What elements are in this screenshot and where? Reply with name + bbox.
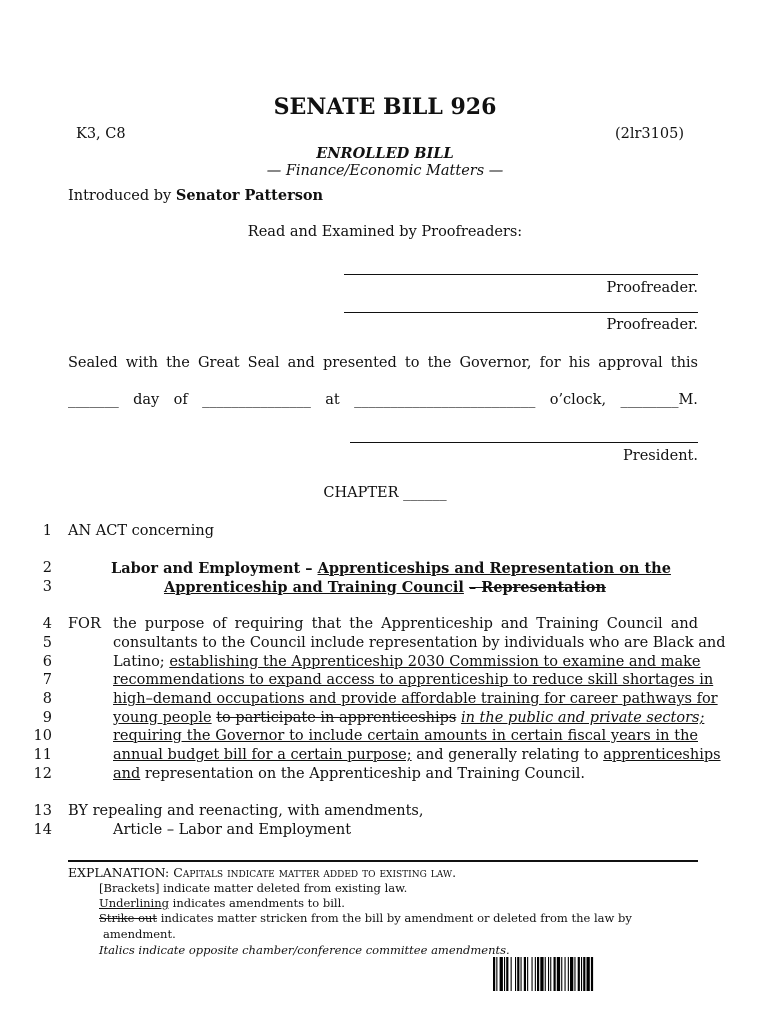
barcode-bar bbox=[591, 957, 593, 991]
proofreader-label-2: Proofreader. bbox=[606, 317, 698, 333]
strike-rest: indicates matter stricken from the bill by amendment or deleted from the law by bbox=[160, 911, 632, 925]
line-number: 8 bbox=[42, 691, 52, 707]
of-blank: _______________ bbox=[202, 392, 311, 408]
purpose-line-10: requiring the Governor to include certain amounts in certain fiscal years in the bbox=[113, 728, 698, 744]
l11-plain: and generally relating to bbox=[416, 747, 599, 763]
bill-title: SENATE BILL 926 bbox=[273, 94, 497, 120]
l9-italic: in the public and private sectors; bbox=[460, 710, 705, 726]
introduced-prefix: Introduced by bbox=[68, 188, 172, 204]
president-signature-line bbox=[350, 442, 698, 443]
line-number: 12 bbox=[33, 766, 52, 782]
sponsor-name: Senator Patterson bbox=[175, 187, 324, 204]
explanation-divider bbox=[68, 860, 698, 862]
purpose-line-4: the purpose of requiring that the Apprenticeship and Training Council and bbox=[113, 616, 698, 632]
act-title-plain: Labor and Employment – bbox=[111, 560, 313, 577]
sealed-blanks bbox=[68, 392, 698, 408]
article-reference: Article – Labor and Employment bbox=[113, 822, 352, 838]
underlining-word: Underlining bbox=[99, 896, 169, 910]
barcode-bar bbox=[517, 957, 519, 991]
barcode-bar bbox=[557, 957, 560, 991]
enrolled-label: ENROLLED BILL bbox=[316, 145, 454, 162]
at-word: at bbox=[325, 392, 340, 408]
barcode-bar bbox=[540, 957, 543, 991]
barcode-bar bbox=[545, 957, 546, 991]
bill-codes: K3, C8 bbox=[76, 126, 126, 142]
act-title-underlined: Apprenticeships and Representation on the bbox=[317, 560, 671, 577]
barcode-bar bbox=[537, 957, 539, 991]
line-number: 13 bbox=[33, 803, 52, 819]
m-blank: ________ bbox=[620, 392, 679, 408]
m-word: M. bbox=[678, 392, 698, 408]
l6-underlined: establishing the Apprenticeship 2030 Commission to examine and make bbox=[169, 654, 701, 670]
barcode-bar bbox=[568, 957, 569, 991]
explanation-label: EXPLANATION: bbox=[68, 865, 170, 880]
day-blank: _______ bbox=[68, 392, 119, 408]
barcode-bar bbox=[554, 957, 556, 991]
by-repealing: BY repealing and reenacting, with amendments, bbox=[68, 803, 424, 819]
explanation-brackets bbox=[99, 881, 407, 895]
barcode-bar bbox=[496, 957, 497, 991]
line-number: 2 bbox=[42, 560, 52, 576]
brackets-word: [Brackets] bbox=[99, 881, 160, 895]
barcode-bar bbox=[515, 957, 516, 991]
president-label: President. bbox=[623, 448, 698, 464]
act-title-line-1 bbox=[0, 560, 770, 577]
purpose-line-8: high–demand occupations and provide affordable training for career pathways for bbox=[113, 691, 718, 707]
proofreader-label-1: Proofreader. bbox=[606, 280, 698, 296]
signature-line-2 bbox=[344, 312, 698, 313]
at-blank: _________________________ bbox=[354, 392, 536, 408]
barcode-bar bbox=[532, 957, 533, 991]
explanation-strike-cont: amendment. bbox=[103, 927, 176, 941]
bill-number: (2lr3105) bbox=[614, 126, 684, 142]
purpose-line-6 bbox=[113, 654, 701, 670]
line-number: 1 bbox=[42, 523, 52, 539]
l11-underlined-2: apprenticeships bbox=[603, 747, 721, 763]
purpose-line-11 bbox=[113, 747, 721, 763]
day-word: day bbox=[133, 392, 160, 408]
l9-underlined: young people bbox=[113, 710, 212, 726]
barcode-bar bbox=[574, 957, 575, 991]
barcode-bar bbox=[583, 957, 585, 991]
act-concerning: AN ACT concerning bbox=[68, 523, 215, 539]
barcode-bar bbox=[570, 957, 573, 991]
l12-underlined: and bbox=[113, 766, 141, 782]
barcode-bar bbox=[550, 957, 551, 991]
l12-plain: representation on the Apprenticeship and Training Council. bbox=[144, 766, 586, 782]
barcode-bar bbox=[524, 957, 526, 991]
underlining-rest: indicates amendments to bill. bbox=[172, 896, 345, 910]
purpose-line-9 bbox=[113, 710, 705, 726]
barcode-bar bbox=[521, 957, 522, 991]
line-number: 14 bbox=[33, 822, 52, 838]
barcode-bar bbox=[511, 957, 512, 991]
line-number: 6 bbox=[42, 654, 52, 670]
line-number: 9 bbox=[42, 710, 52, 726]
barcode-bar bbox=[506, 957, 508, 991]
introduced-by bbox=[68, 187, 323, 204]
barcode-bar bbox=[561, 957, 562, 991]
line-number: 3 bbox=[42, 579, 52, 595]
brackets-rest: indicate matter deleted from existing law. bbox=[163, 881, 408, 895]
barcode-bar bbox=[493, 957, 495, 991]
explanation-heading bbox=[68, 865, 456, 880]
barcode-bar bbox=[504, 957, 505, 991]
line-number: 10 bbox=[33, 728, 52, 744]
strike-word: Strike out bbox=[99, 911, 158, 925]
explanation-capitals: Capitals indicate matter added to existing law. bbox=[173, 865, 457, 880]
barcode-bar bbox=[535, 957, 536, 991]
sealed-statement: Sealed with the Great Seal and presented to the Governor, for his approval this bbox=[68, 355, 698, 371]
line-number: 11 bbox=[33, 747, 52, 763]
barcode-bar bbox=[578, 957, 580, 991]
purpose-line-5: consultants to the Council include representation by individuals who are Black and bbox=[113, 635, 726, 651]
explanation-underlining bbox=[99, 896, 345, 910]
barcode-bar bbox=[581, 957, 582, 991]
committee-label: — Finance/Economic Matters — bbox=[266, 163, 504, 179]
barcode-bar bbox=[500, 957, 503, 991]
line-number: 4 bbox=[42, 616, 52, 632]
line-number: 7 bbox=[42, 672, 52, 688]
purpose-line-12 bbox=[113, 766, 698, 782]
chapter-label: CHAPTER ______ bbox=[323, 485, 447, 501]
barcode-bar bbox=[548, 957, 549, 991]
line-number: 5 bbox=[42, 635, 52, 651]
explanation-italics: Italics indicate opposite chamber/conference committee amendments. bbox=[99, 943, 510, 957]
proofread-heading: Read and Examined by Proofreaders: bbox=[247, 224, 523, 240]
barcode-bar bbox=[587, 957, 590, 991]
barcode-bar bbox=[527, 957, 528, 991]
l6-plain: Latino; bbox=[113, 654, 165, 670]
signature-line-1 bbox=[344, 274, 698, 275]
meridiem bbox=[620, 392, 697, 408]
act-title-line-2 bbox=[0, 579, 770, 596]
barcode-bar bbox=[565, 957, 566, 991]
purpose-line-7: recommendations to expand access to apprenticeship to reduce skill shortages in bbox=[113, 672, 714, 688]
explanation-strike bbox=[99, 911, 632, 925]
oclock-word: o’clock, bbox=[549, 392, 607, 408]
for-label: FOR bbox=[68, 616, 101, 632]
act-title-stricken: – Representation bbox=[468, 579, 606, 596]
l11-underlined: annual budget bill for a certain purpose; bbox=[113, 747, 412, 763]
act-title-underlined-2: Apprenticeship and Training Council bbox=[163, 579, 464, 596]
barcode bbox=[493, 957, 681, 991]
l9-stricken: to participate in apprenticeships bbox=[216, 710, 457, 726]
of-word: of bbox=[173, 392, 188, 408]
